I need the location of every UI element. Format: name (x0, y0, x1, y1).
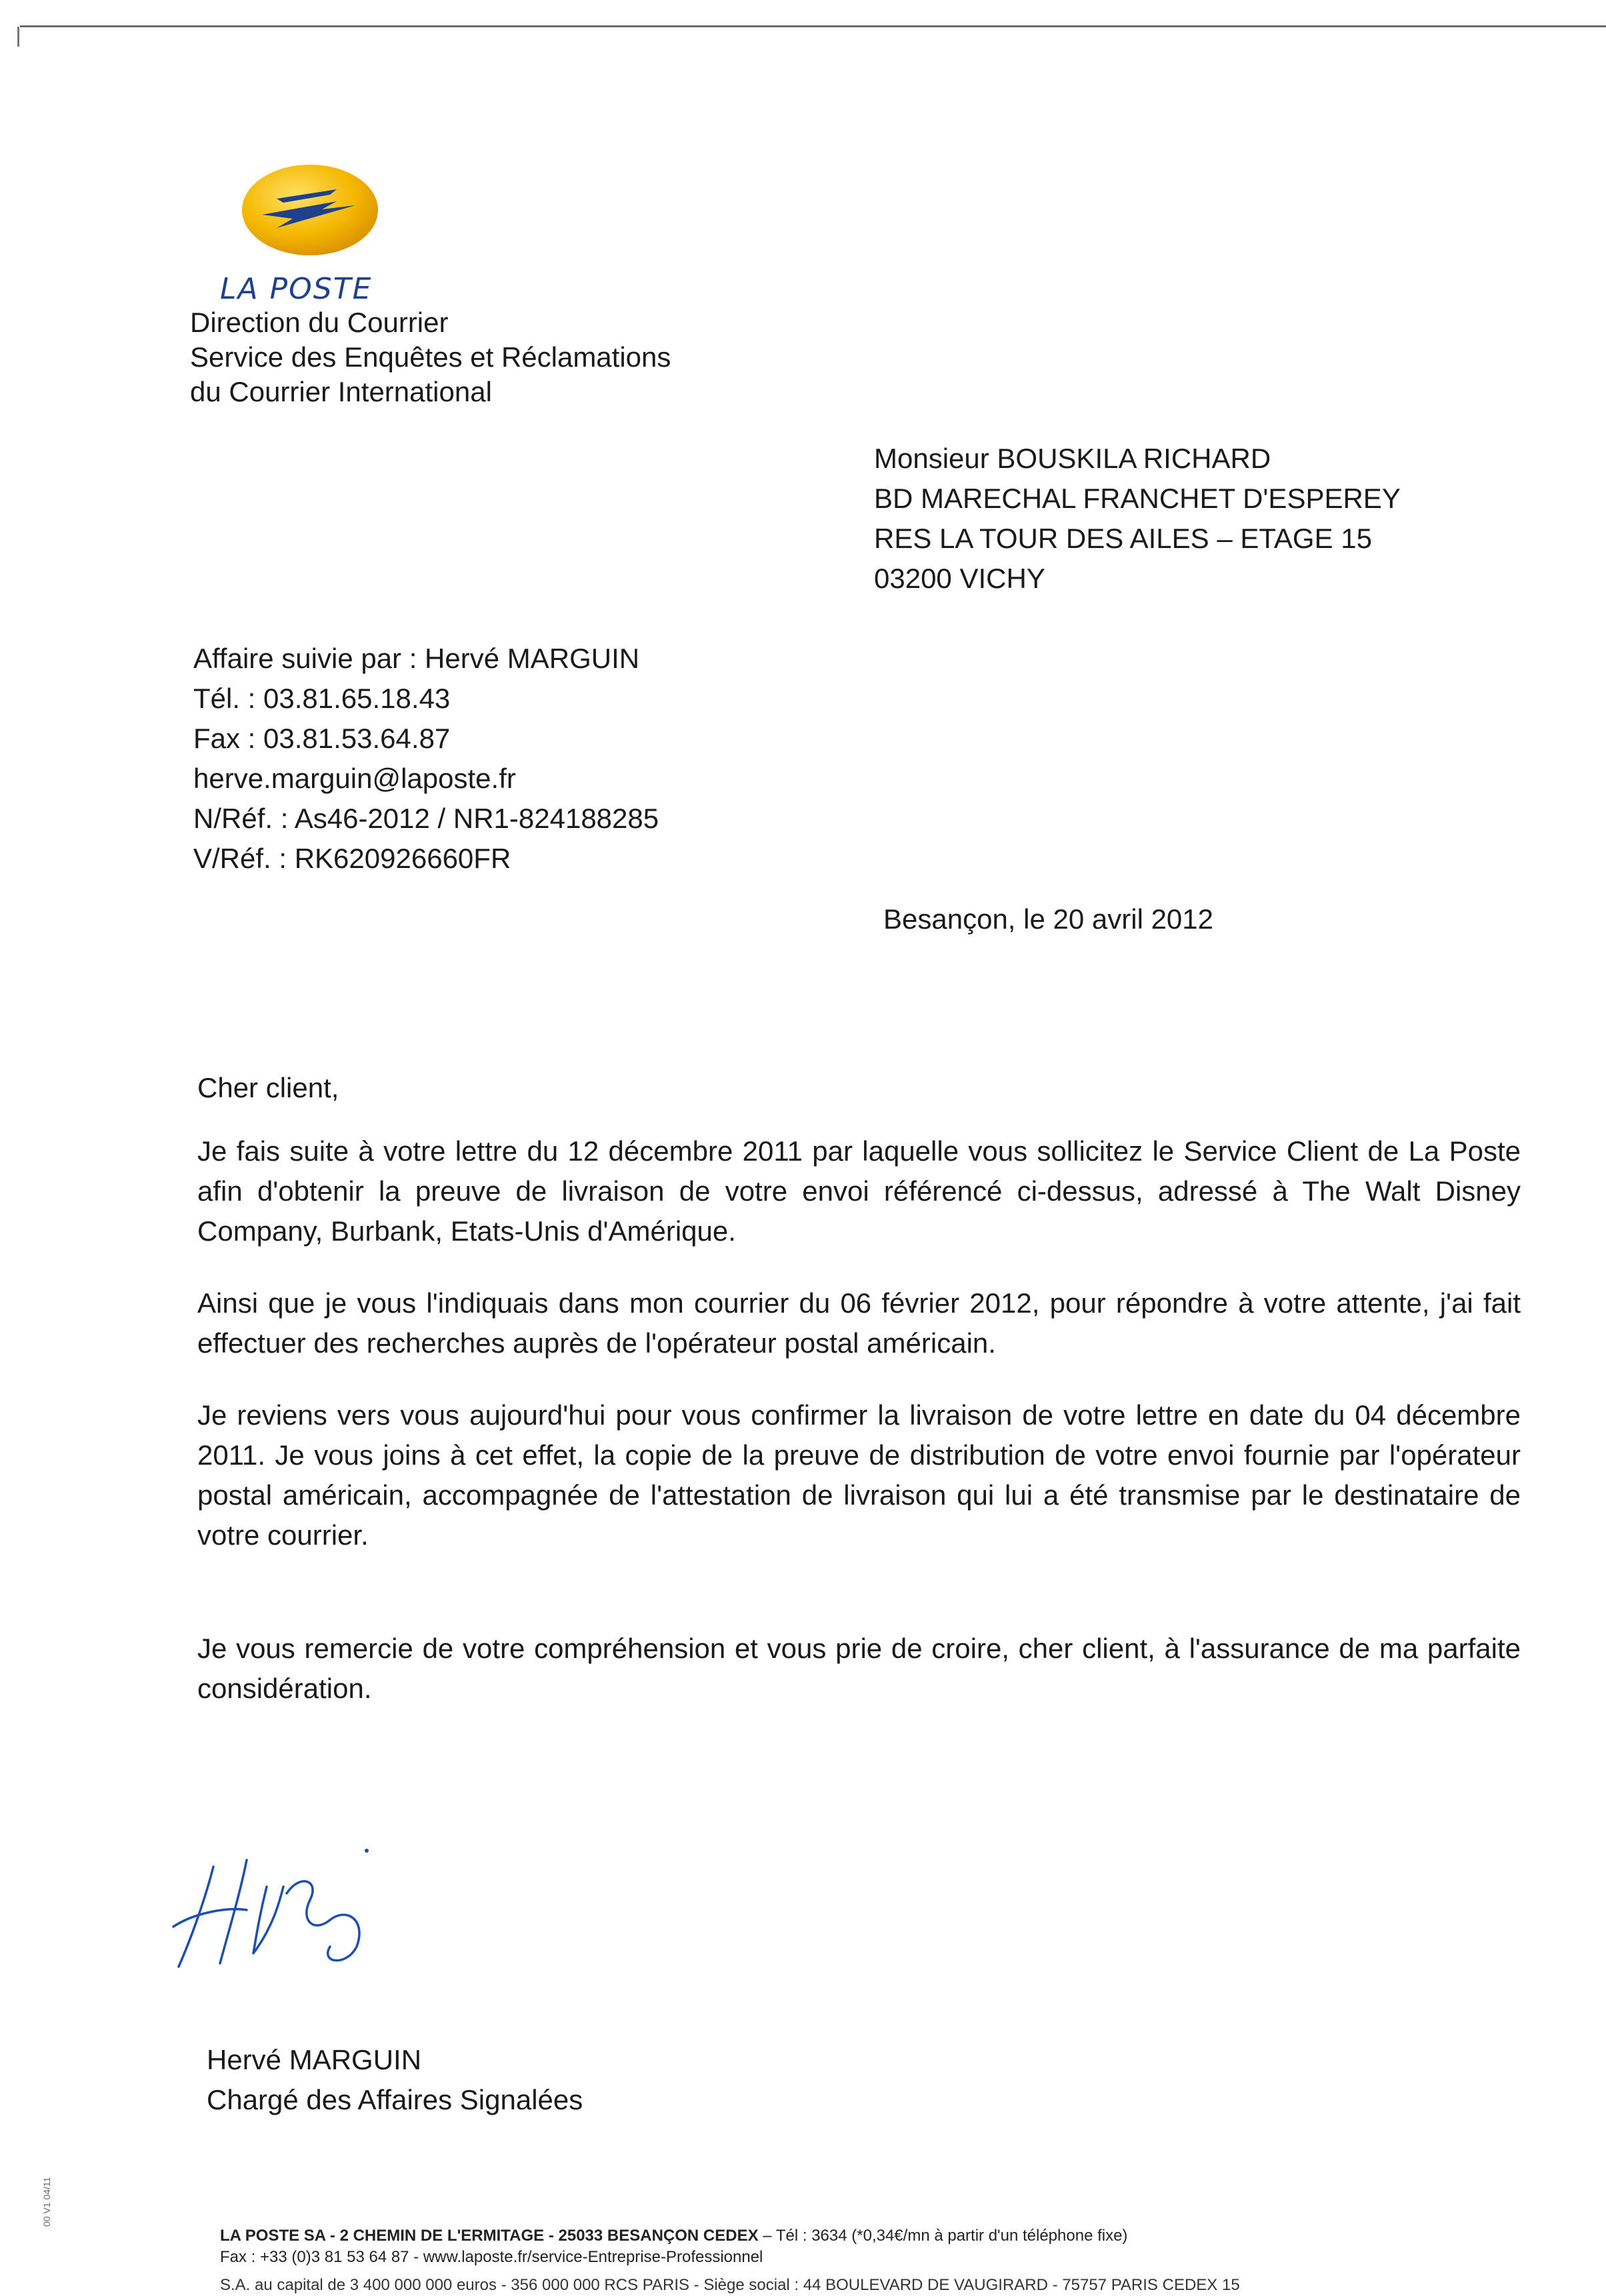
la-poste-bird-icon (237, 160, 383, 260)
recipient-name: Monsieur BOUSKILA RICHARD (874, 443, 1271, 474)
form-code: 00 V1 04/11 (41, 2177, 52, 2227)
recipient-city: 03200 VICHY (874, 563, 1045, 594)
contact-email: herve.marguin@laposte.fr (193, 763, 516, 794)
signer-block (207, 2040, 583, 2120)
sender-line: Service des Enquêtes et Réclamations (190, 341, 671, 373)
letter-date: Besançon, le 20 avril 2012 (883, 903, 1213, 935)
contact-phone: Tél. : 03.81.65.18.43 (193, 683, 451, 714)
signer-title: Chargé des Affaires Signalées (207, 2084, 583, 2115)
footer (220, 2225, 1127, 2268)
contact-block (193, 639, 659, 879)
signer-name: Hervé MARGUIN (207, 2044, 422, 2075)
contact-fax: Fax : 03.81.53.64.87 (193, 723, 451, 754)
closing-paragraph: Je vous remercie de votre compréhension et vous prie de croire, cher client, à l'assurance de ma parfaite considération. (197, 1633, 1521, 1704)
footer-line-1 (220, 2225, 1127, 2247)
recipient-address (874, 439, 1401, 599)
salutation: Cher client, (197, 1072, 339, 1103)
sender-line: Direction du Courrier (190, 307, 449, 338)
brand-name: LA POSTE (220, 272, 373, 306)
footer-line-2: Fax : +33 (0)3 81 53 64 87 - www.laposte.fr/service-Entreprise-Professionnel (220, 2248, 763, 2266)
your-reference: V/Réf. : RK620926660FR (193, 843, 511, 874)
footer-company: LA POSTE SA - 2 CHEMIN DE L'ERMITAGE - 25033 BESANÇON CEDEX (220, 2227, 759, 2245)
our-reference: N/Réf. : As46-2012 / NR1-824188285 (193, 803, 659, 834)
footer-line-3: S.A. au capital de 3 400 000 000 euros - 356 000 000 RCS PARIS - Siège social : 44 BOULEVARD DE VAUGIRARD - 75757 PARIS CEDEX 15 (220, 2276, 1240, 2294)
letter-body (197, 1068, 1521, 1741)
body-paragraph: Je fais suite à votre lettre du 12 décembre 2011 par laquelle vous sollicitez le Service Client de La Poste afin d'obtenir la preuve de livraison de votre envoi référencé ci-dessus, adressé à The Walt Disney Company, Burbank, Etats-Unis d'Amérique. (197, 1135, 1521, 1247)
body-paragraph: Ainsi que je vous l'indiquais dans mon courrier du 06 février 2012, pour répondre à votre attente, j'ai fait effectuer des recherches auprès de l'opérateur postal américain. (197, 1287, 1521, 1359)
recipient-address-line: BD MARECHAL FRANCHET D'ESPEREY (874, 483, 1401, 514)
footer-phone: – Tél : 3634 (*0,34€/mn à partir d'un téléphone fixe) (758, 2227, 1128, 2245)
body-paragraph: Je reviens vers vous aujourd'hui pour vous confirmer la livraison de votre lettre en date du 04 décembre 2011. Je vous joins à cet effet, la copie de la preuve de distribution de votre envoi fournie par l'opérateur postal américain, accompagnée de l'attestation de livraison qui lui a été transmise par le destinataire de votre courrier. (197, 1399, 1521, 1551)
sender-block (190, 305, 671, 409)
sender-line: du Courrier International (190, 376, 492, 407)
handwritten-signature (167, 1847, 387, 1980)
top-edge-rule (20, 25, 1606, 27)
case-handler: Affaire suivie par : Hervé MARGUIN (193, 643, 640, 674)
top-edge-tick (17, 27, 19, 47)
recipient-address-line: RES LA TOUR DES AILES – ETAGE 15 (874, 523, 1372, 554)
